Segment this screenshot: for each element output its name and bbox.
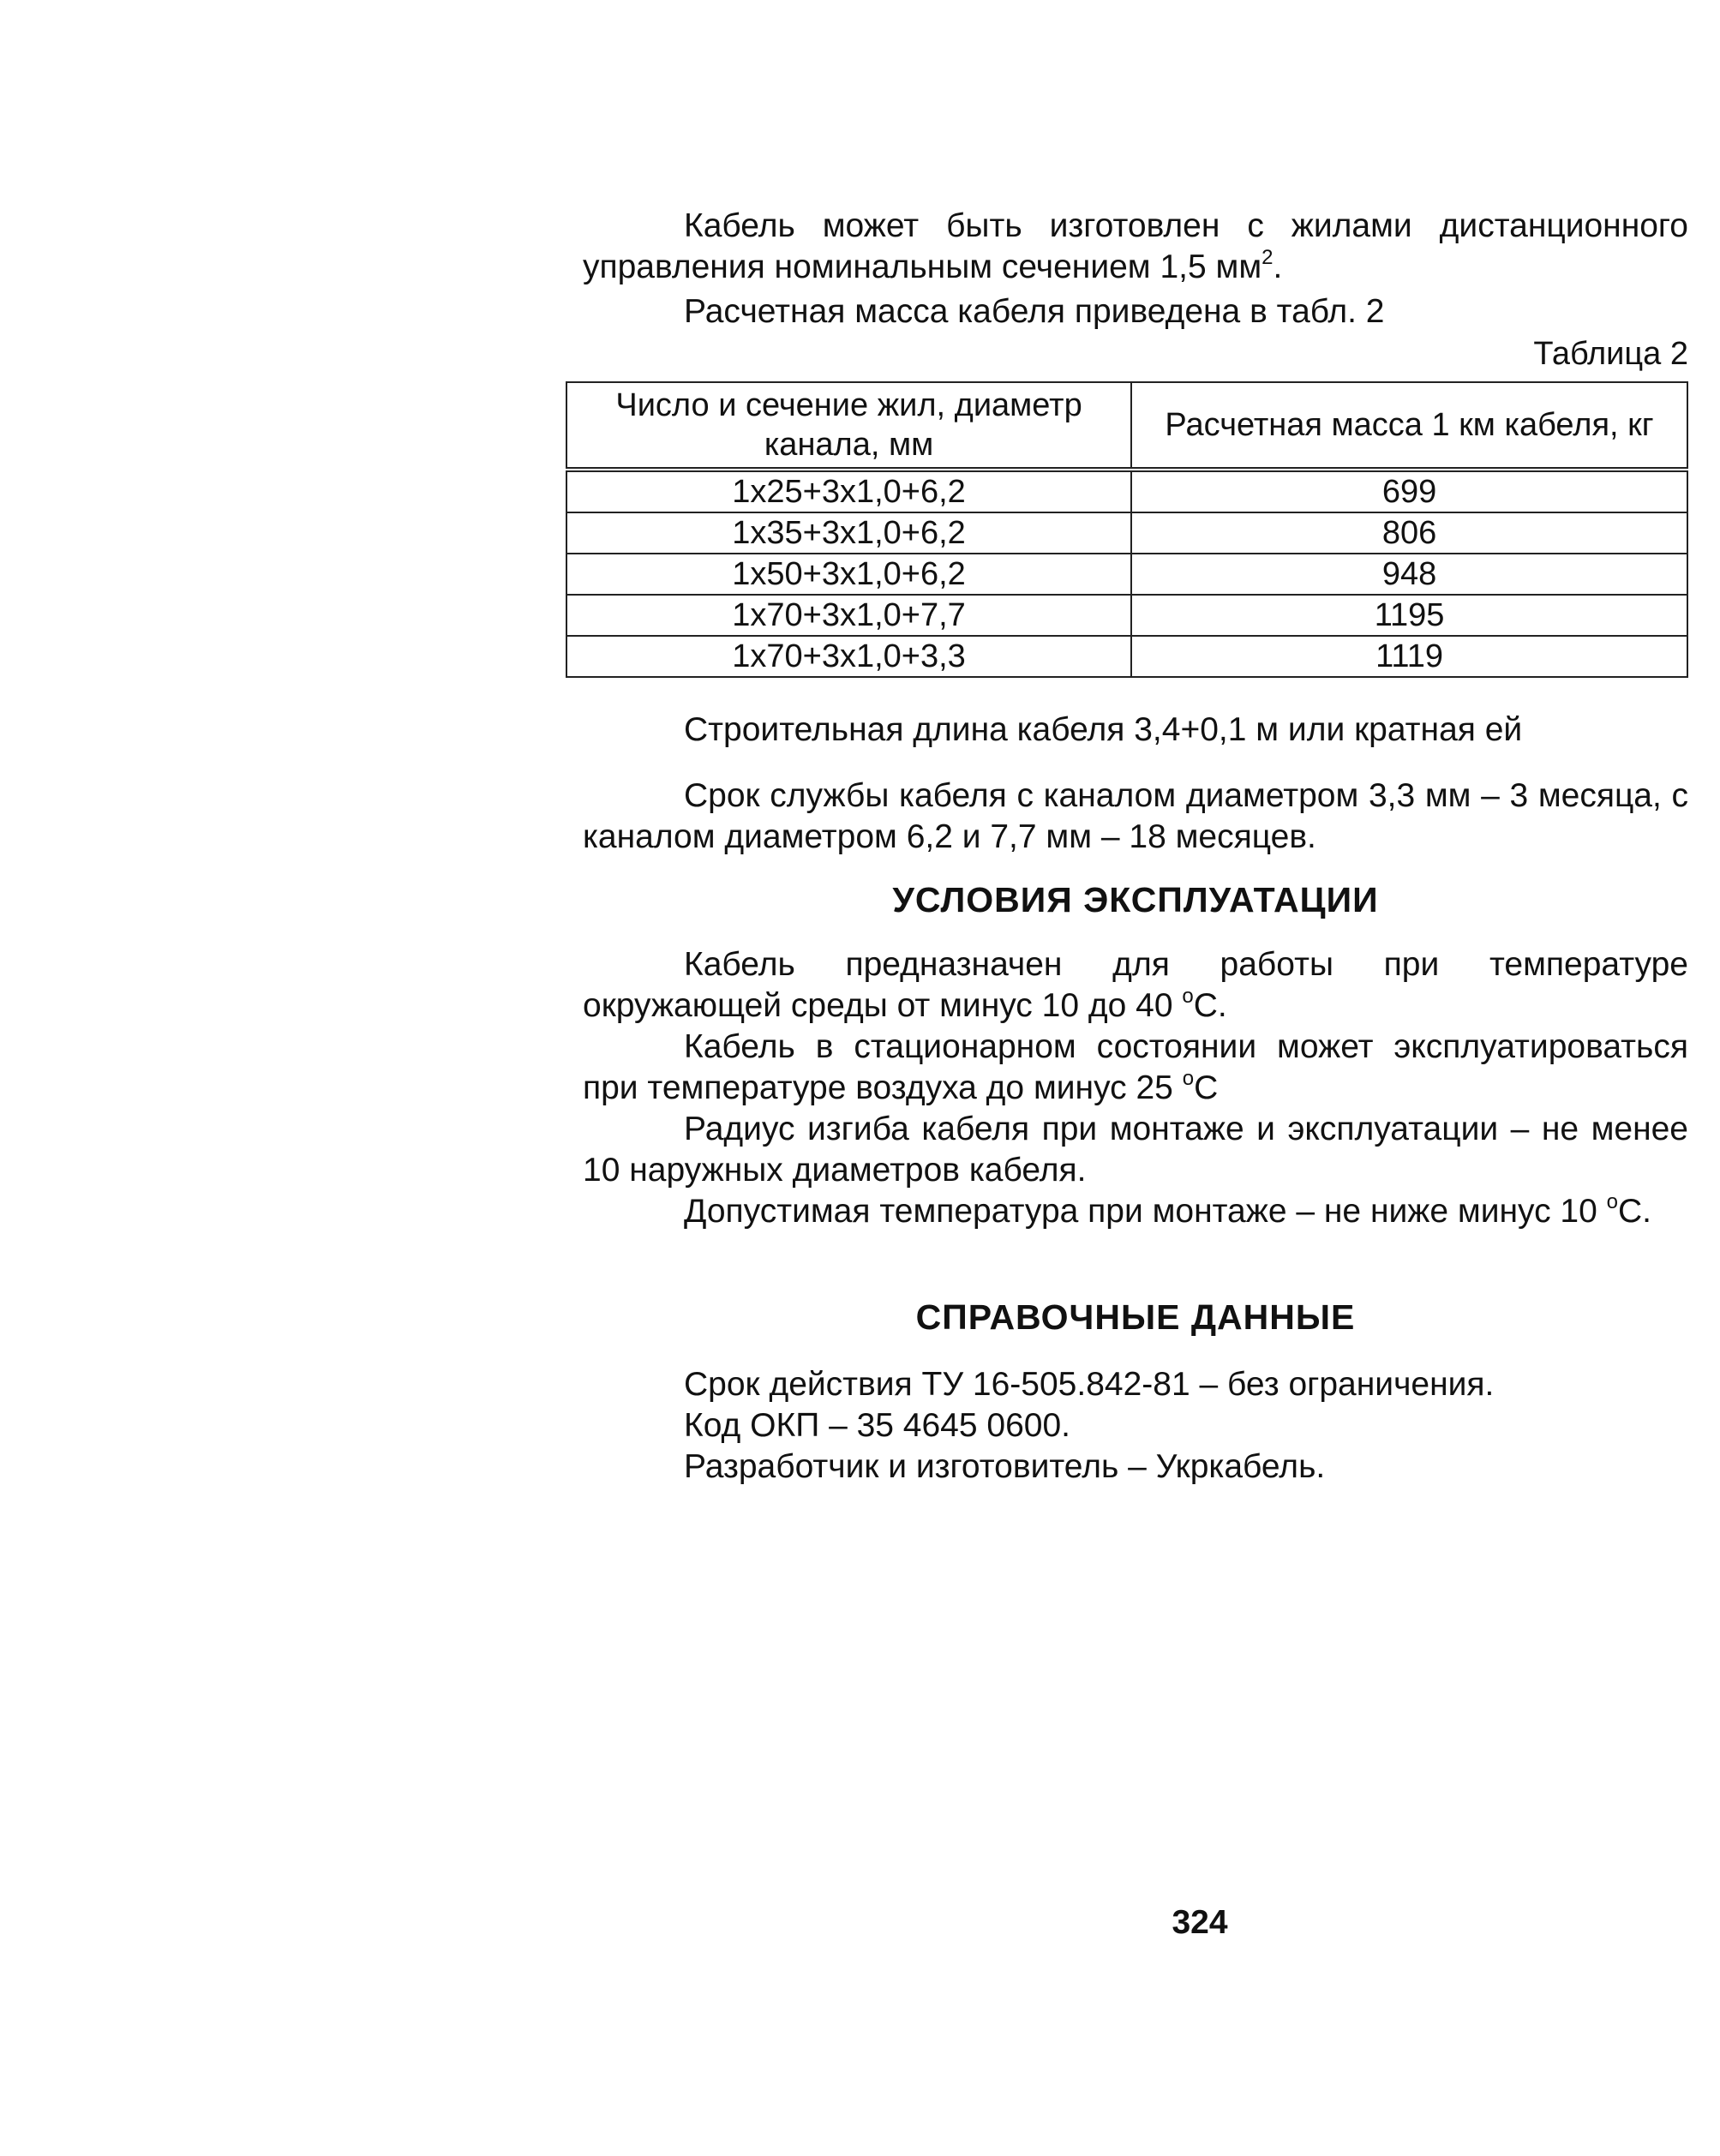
table-row: [566, 636, 1687, 677]
table-cell-cores: 1x70+3x1,0+3,3: [566, 636, 1131, 677]
table-cell-mass: 1119: [1131, 636, 1687, 677]
superscript: o: [1182, 985, 1194, 1008]
table-cell-mass: 806: [1131, 512, 1687, 554]
table-row: [566, 470, 1687, 512]
superscript: 2: [1262, 246, 1274, 269]
section-heading-operating: УСЛОВИЯ ЭКСПЛУАТАЦИИ: [892, 880, 1379, 919]
table-cell-mass: 948: [1131, 554, 1687, 595]
table-header-mass: Расчетная масса 1 км кабеля, кг: [1131, 382, 1687, 470]
superscript: o: [1182, 1067, 1195, 1090]
table-cell-cores: 1x50+3x1,0+6,2: [566, 554, 1131, 595]
paragraph-text: Допустимая температура при монтаже – не ниже минус 10: [684, 1193, 1607, 1230]
paragraph-installation-temperature: [583, 1191, 1688, 1232]
paragraph-control-cores: [583, 206, 1688, 288]
paragraph-text: Кабель в стационарном состоянии может эксплуатироваться при температуре воздуха до минус 25: [583, 1028, 1688, 1106]
table-row: [566, 512, 1687, 554]
paragraph-construction-length: Строительная длина кабеля 3,4+0,1 м или кратная ей: [684, 711, 1523, 748]
page-number: 324: [1172, 1904, 1228, 1941]
paragraph-text-end: С.: [1193, 987, 1227, 1024]
paragraph-text-end: .: [1273, 249, 1283, 285]
table-row: [566, 595, 1687, 636]
table-header-cores: Число и сечение жил, диаметр канала, мм: [566, 382, 1131, 470]
reference-line-manufacturer: Разработчик и изготовитель – Укркабель.: [684, 1448, 1326, 1485]
table-caption: Таблица 2: [1533, 336, 1688, 372]
table-cell-cores: 1x35+3x1,0+6,2: [566, 512, 1131, 554]
paragraph-text: Кабель предназначен для работы при температуре окружающей среды от минус 10 до 40: [583, 946, 1688, 1024]
reference-line-okp-code: Код ОКП – 35 4645 0600.: [684, 1407, 1070, 1444]
table-header-row: [566, 382, 1687, 470]
reference-line-validity: Срок действия ТУ 16-505.842-81 – без ограничения.: [684, 1366, 1495, 1403]
paragraph-stationary-state: [583, 1027, 1688, 1109]
paragraph-text: Кабель может быть изготовлен с жилами дистанционного управления номинальным сечением 1,5 мм: [583, 207, 1688, 285]
paragraph-mass-reference: Расчетная масса кабеля приведена в табл. 2: [684, 293, 1385, 330]
superscript: o: [1606, 1190, 1618, 1213]
table-cell-cores: 1x70+3x1,0+7,7: [566, 595, 1131, 636]
paragraph-text-end: С: [1194, 1069, 1219, 1106]
paragraph-operating-temperature: [583, 944, 1688, 1027]
paragraph-bend-radius: Радиус изгиба кабеля при монтаже и эксплуатации – не менее 10 наружных диаметров кабеля.: [583, 1111, 1688, 1189]
table-cell-cores: 1x25+3x1,0+6,2: [566, 470, 1131, 512]
table-cell-mass: 1195: [1131, 595, 1687, 636]
table-row: [566, 554, 1687, 595]
mass-table: [566, 381, 1688, 678]
paragraph-service-life: Срок службы кабеля с каналом диаметром 3,3 мм – 3 месяца, с каналом диаметром 6,2 и 7,7 мм – 18 месяцев.: [583, 777, 1688, 855]
table-cell-mass: 699: [1131, 470, 1687, 512]
section-heading-reference: СПРАВОЧНЫЕ ДАННЫЕ: [915, 1297, 1356, 1337]
paragraph-text-end: С.: [1618, 1193, 1651, 1230]
